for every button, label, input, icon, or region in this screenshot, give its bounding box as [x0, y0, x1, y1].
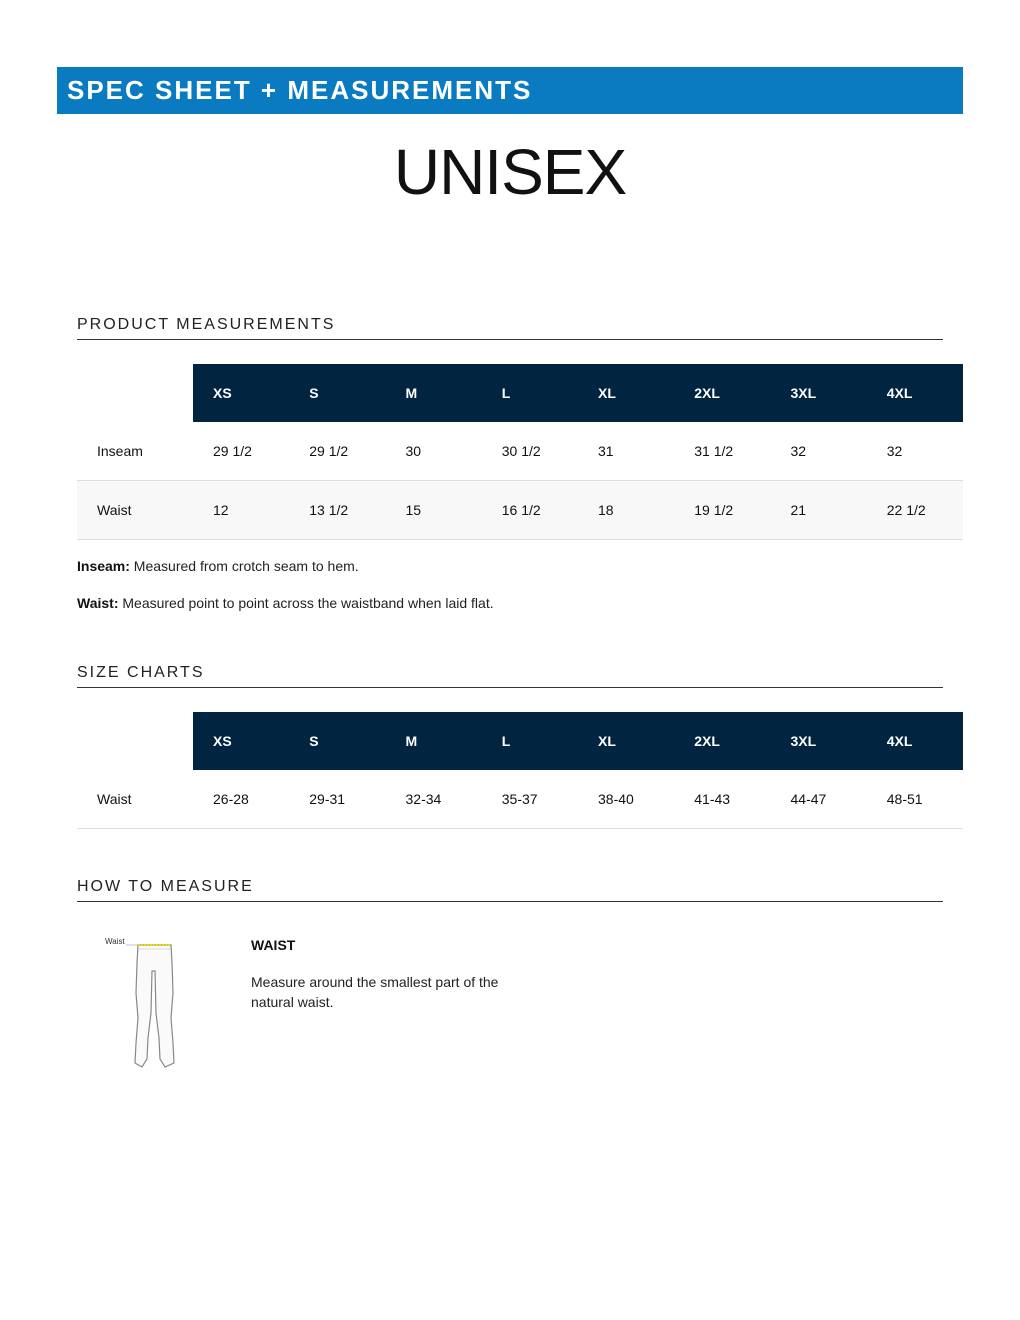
size-header-m: M: [386, 364, 482, 422]
size-header-4xl: 4XL: [867, 364, 963, 422]
size-header-s: S: [289, 712, 385, 770]
table-cell: 44-47: [771, 770, 867, 829]
page-title: UNISEX: [393, 136, 627, 208]
size-header-3xl: 3XL: [771, 712, 867, 770]
table-cell: 29 1/2: [289, 422, 385, 481]
inseam-note-text: Measured from crotch seam to hem.: [129, 558, 359, 574]
table-cell: 32-34: [386, 770, 482, 829]
table-cell: 30: [386, 422, 482, 481]
table-cell: 22 1/2: [867, 481, 963, 540]
table-row: [77, 770, 963, 829]
header-corner: [77, 364, 193, 422]
size-header-m: M: [386, 712, 482, 770]
size-header-xs: XS: [193, 364, 289, 422]
size-header-2xl: 2XL: [674, 712, 770, 770]
leggings-icon: [100, 933, 190, 1073]
table-cell: 29-31: [289, 770, 385, 829]
size-header-3xl: 3XL: [771, 364, 867, 422]
size-header-xs: XS: [193, 712, 289, 770]
waist-note-term: Waist:: [77, 595, 119, 611]
size-header-4xl: 4XL: [867, 712, 963, 770]
header-corner: [77, 712, 193, 770]
table-cell: 26-28: [193, 770, 289, 829]
table-cell: 31 1/2: [674, 422, 770, 481]
table-cell: 32: [771, 422, 867, 481]
table-row: [77, 481, 963, 540]
size-header-2xl: 2XL: [674, 364, 770, 422]
spec-sheet-banner: SPEC SHEET + MEASUREMENTS: [57, 67, 963, 114]
inseam-note: [77, 558, 359, 574]
waist-measure-title: WAIST: [251, 937, 296, 953]
table-row: [77, 422, 963, 481]
leggings-outline: [135, 945, 174, 1067]
leggings-illustration: [100, 933, 190, 1073]
size-charts-heading: SIZE CHARTS: [77, 664, 943, 688]
size-header-s: S: [289, 364, 385, 422]
table-cell: 38-40: [578, 770, 674, 829]
table-cell: 30 1/2: [482, 422, 578, 481]
waist-measure-description: Measure around the smallest part of the natural waist.: [251, 974, 499, 1010]
table-cell: 41-43: [674, 770, 770, 829]
size-header-xl: XL: [578, 364, 674, 422]
inseam-note-term: Inseam:: [77, 558, 130, 574]
product-measurements-heading: PRODUCT MEASUREMENTS: [77, 316, 943, 340]
table-cell: 29 1/2: [193, 422, 289, 481]
size-header-xl: XL: [578, 712, 674, 770]
table-cell: 32: [867, 422, 963, 481]
table-cell: 13 1/2: [289, 481, 385, 540]
table-cell: 16 1/2: [482, 481, 578, 540]
waist-figure-label: Waist: [105, 937, 125, 946]
size-charts-table: [77, 712, 963, 829]
table-cell: 12: [193, 481, 289, 540]
size-header-row: [77, 712, 963, 770]
table-cell: 31: [578, 422, 674, 481]
table-cell: 35-37: [482, 770, 578, 829]
size-header-l: L: [482, 364, 578, 422]
table-cell: 15: [386, 481, 482, 540]
size-header-row: [77, 364, 963, 422]
product-measurements-table: [77, 364, 963, 540]
how-to-measure-heading: HOW TO MEASURE: [77, 878, 943, 902]
table-cell: 18: [578, 481, 674, 540]
size-header-l: L: [482, 712, 578, 770]
table-cell: 48-51: [867, 770, 963, 829]
row-label-waist: Waist: [77, 770, 193, 829]
row-label-inseam: Inseam: [77, 422, 193, 481]
table-cell: 19 1/2: [674, 481, 770, 540]
row-label-waist: Waist: [77, 481, 193, 540]
waist-note-text: Measured point to point across the waistband when laid flat.: [118, 595, 494, 611]
waist-note: [77, 595, 494, 611]
table-cell: 21: [771, 481, 867, 540]
